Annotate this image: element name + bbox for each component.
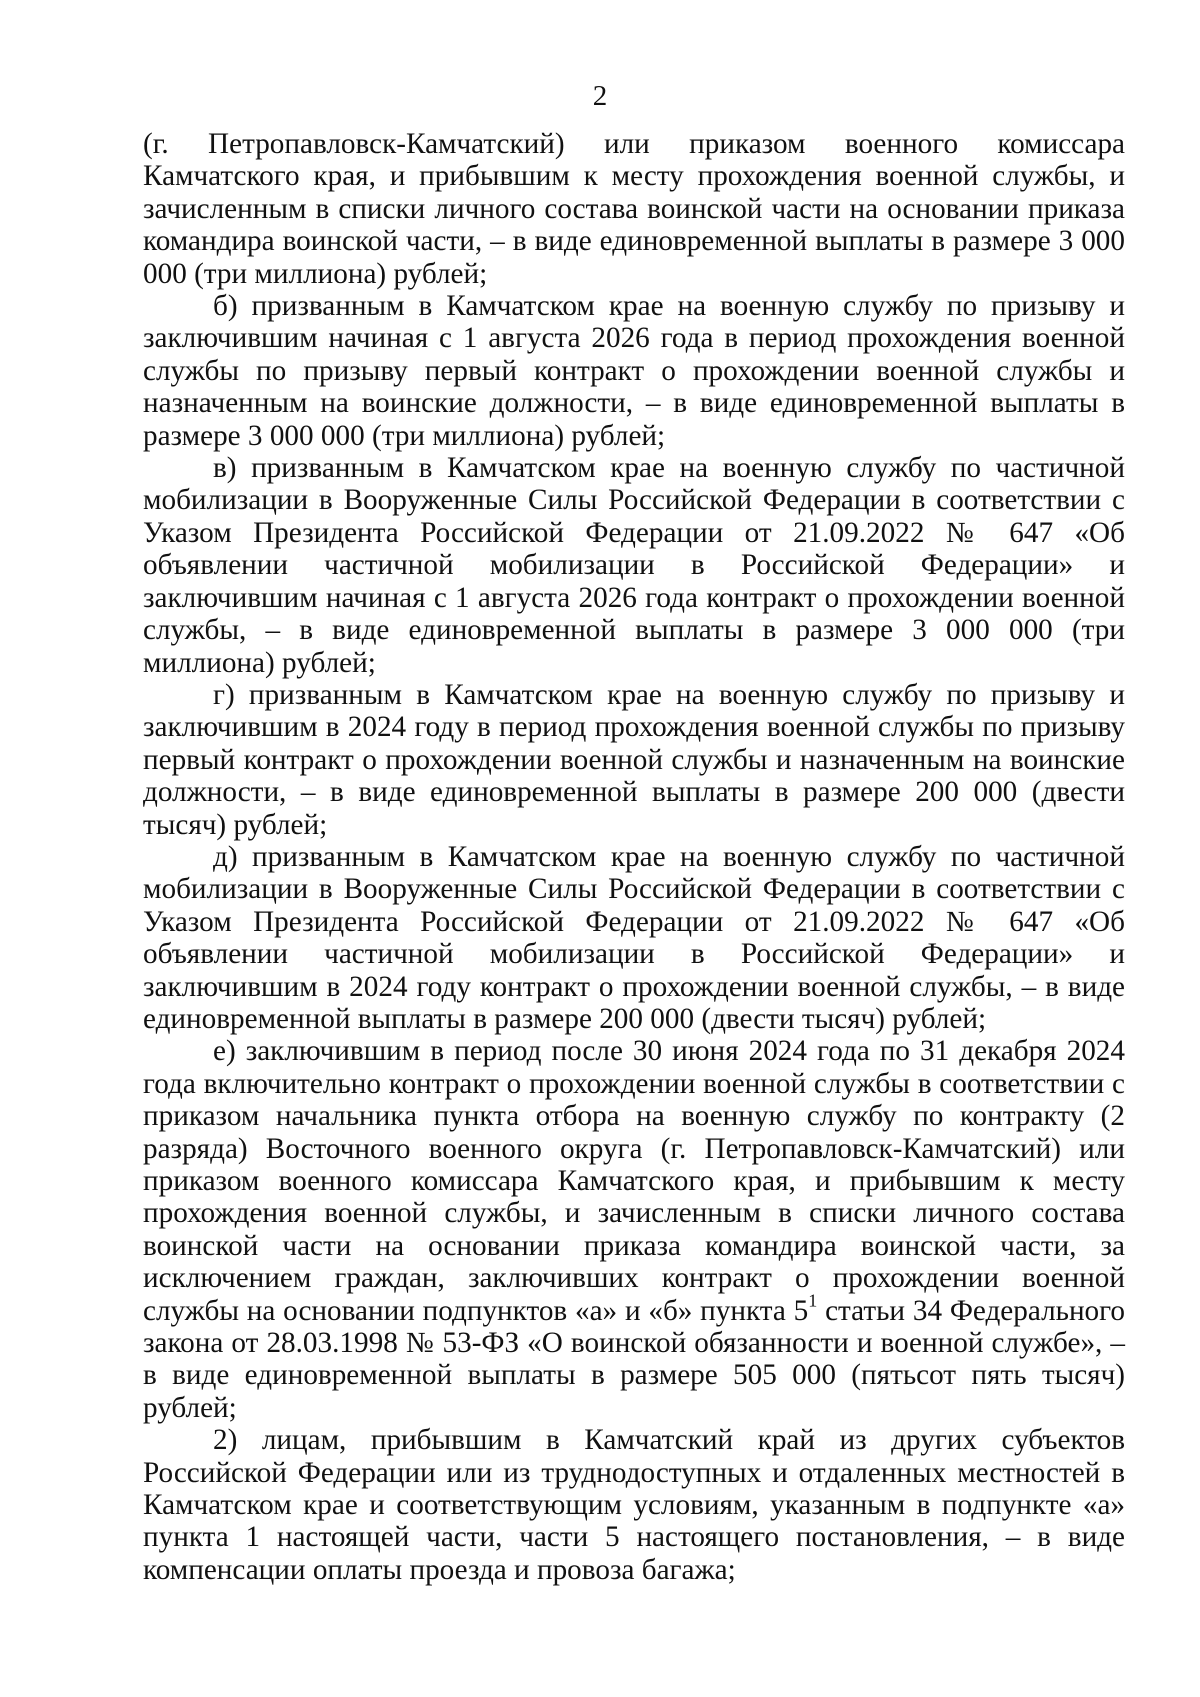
paragraph-item-e [143, 1035, 1125, 1424]
paragraph-item-b: б) призванным в Камчатском крае на военную службу по призыву и заключившим начиная с 1 августа 2026 года в период прохождения военной службы по призыву первый контракт о прохождении военной службы и назначенным на воинские должности, – в виде единовременной выплаты в размере 3 000 000 (три миллиона) рублей; [143, 290, 1125, 452]
paragraph-item-2: 2) лицам, прибывшим в Камчатский край из других субъектов Российской Федерации или из труднодоступных и отдаленных местностей в Камчатском крае и соответствующим условиям, указанным в подпункте «а» пункта 1 настоящей части, части 5 настоящего постановления, – в виде компенсации оплаты проезда и провоза багажа; [143, 1424, 1125, 1586]
paragraph-item-e-text-before-superscript: е) заключившим в период после 30 июня 2024 года по 31 декабря 2024 года включительно контракт о прохождении военной службы в соответствии с приказом начальника пункта отбора на военную службу по контракту (2 разряда) Восточного военного округа (г. Петропавловск-Камчатский) или приказом военного комиссара Камчатского края, и прибывшим к месту прохождения военной службы, и зачисленным в списки личного состава воинской части на основании приказа командира воинской части, за исключением граждан, заключивших контракт о прохождении военной службы на основании подпунктов «а» и «б» пункта 5 [143, 1035, 1125, 1327]
paragraph-item-d: д) призванным в Камчатском крае на военную службу по частичной мобилизации в Вооруженные Силы Российской Федерации в соответствии с Указом Президента Российской Федерации от 21.09.2022 № 647 «Об объявлении частичной мобилизации в Российской Федерации» и заключившим в 2024 году контракт о прохождении военной службы, – в виде единовременной выплаты в размере 200 000 (двести тысяч) рублей; [143, 840, 1125, 1035]
paragraph-continuation: (г. Петропавловск-Камчатский) или приказом военного комиссара Камчатского края, и прибывшим к месту прохождения военной службы, и зачисленным в списки личного состава воинской части на основании приказа командира воинской части, – в виде единовременной выплаты в размере 3 000 000 (три миллиона) рублей; [143, 128, 1125, 290]
paragraph-item-v: в) призванным в Камчатском крае на военную службу по частичной мобилизации в Вооруженные Силы Российской Федерации в соответствии с Указом Президента Российской Федерации от 21.09.2022 № 647 «Об объявлении частичной мобилизации в Российской Федерации» и заключившим начиная с 1 августа 2026 года контракт о прохождении военной службы, – в виде единовременной выплаты в размере 3 000 000 (три миллиона) рублей; [143, 452, 1125, 679]
paragraph-item-g: г) призванным в Камчатском крае на военную службу по призыву и заключившим в 2024 году в период прохождения военной службы по призыву первый контракт о прохождении военной службы и назначенным на воинские должности, – в виде единовременной выплаты в размере 200 000 (двести тысяч) рублей; [143, 678, 1125, 841]
paragraph-item-e-text-after-superscript: статьи 34 Федерального закона от 28.03.1998 № 53-ФЗ «О воинской обязанности и военной службе», – в виде единовременной выплаты в размере 505 000 (пятьсот пять тысяч) рублей; [143, 1294, 1125, 1424]
page-number: 2 [592, 80, 608, 112]
document-body [143, 128, 1125, 1586]
superscript-one: 1 [808, 1290, 818, 1311]
